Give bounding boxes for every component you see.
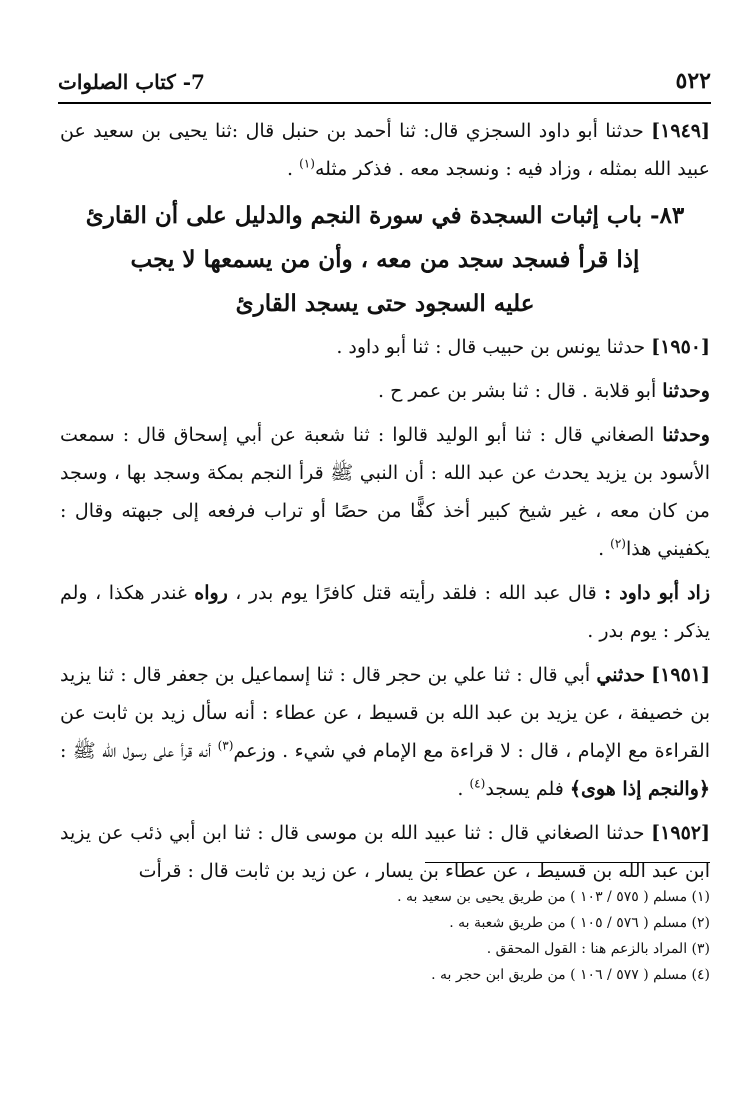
footnote-ref: (٤) [469, 776, 486, 791]
hadith-end: . [598, 538, 611, 560]
hadith-text-2: أنه قرأ على رسول الله ﷺ : [60, 740, 218, 762]
footnote-ref: (٣) [217, 738, 234, 753]
chapter-heading [60, 194, 710, 326]
footnote-3: (٣) المراد بالزعم هنا : القول المحقق . [486, 941, 710, 957]
chapter-title: 7- كتاب الصلوات [58, 70, 205, 94]
chain-lead: وحدثنا [662, 424, 710, 446]
footnote-4: (٤) مسلم ( ٥٧٧ / ١٠٦ ) من طريق ابن حجر به . [431, 967, 710, 983]
footnote-1: (١) مسلم ( ٥٧٥ / ١٠٣ ) من طريق يحيى بن سعيد به . [397, 889, 710, 905]
hadith-text: حدثنا الصغاني قال : ثنا عبيد الله بن موسى قال : ثنا ابن أبي ذئب عن يزيد ابن عبد الله بن قسيط ، عن عطاء بن يسار ، عن زيد بن ثابت قال : قرأت [60, 822, 710, 882]
addition-text: قال عبد الله : فلقد رأيته قتل كافرًا يوم بدر ، [227, 582, 605, 604]
hadith-1949 [60, 112, 710, 188]
hadith-end: . [457, 778, 470, 800]
chain-lead: حدثني [596, 664, 645, 686]
hadith-1950-chain-3 [60, 416, 710, 568]
heading-line: ٨٣- باب إثبات السجدة في سورة النجم والدليل على أن القارئ [85, 202, 685, 229]
page-header [58, 54, 711, 94]
quran-quote: ﴿والنجم إذا هوى﴾ [569, 778, 710, 800]
footnotes [200, 884, 710, 988]
hadith-1951 [60, 656, 710, 808]
page-number: ٥٢٢ [675, 68, 711, 94]
header-rule [58, 102, 711, 104]
chain-lead: وحدثنا [662, 380, 710, 402]
hadith-end: . [287, 158, 300, 180]
addition-lead: زاد أبو داود : [604, 582, 710, 604]
main-text [60, 112, 710, 890]
heading-line: عليه السجود حتى يسجد القارئ [235, 290, 535, 317]
hadith-text: حدثنا أبو داود السجزي قال: ثنا أحمد بن حنبل قال :ثنا يحيى بن سعيد عن عبيد الله بمثله ، وزاد فيه : ونسجد معه . فذكر مثله [60, 120, 710, 180]
chain-text: أبو قلابة . قال : ثنا بشر بن عمر ح . [378, 380, 663, 402]
hadith-1950 [60, 328, 710, 366]
footnote-2: (٢) مسلم ( ٥٧٦ / ١٠٥ ) من طريق شعبة به . [449, 915, 710, 931]
hadith-number: [١٩٥٢] [651, 822, 710, 844]
hadith-number: [١٩٥١] [651, 664, 710, 686]
hadith-number: [١٩٤٩] [651, 120, 710, 142]
hadith-number: [١٩٥٠] [651, 336, 710, 358]
footnote-ref: (٢) [610, 536, 626, 551]
footnote-ref: (١) [299, 156, 315, 171]
hadith-1950-chain-2 [60, 372, 710, 410]
hadith-text: الصغاني قال : ثنا أبو الوليد قالوا : ثنا شعبة عن أبي إسحاق قال : سمعت الأسود بن يزيد يحدث عن عبد الله : أن النبي ﷺ قرأ النجم بمكة وسجد بها ، وسجد من كان معه ، غير شيخ كبير أخذ كفًّا من حصًا أو تراب فرفعه إلى جبهته وقال : يكفيني هذا [60, 424, 710, 560]
hadith-text-3: فلم يسجد [485, 778, 570, 800]
addition-abu-dawud [60, 574, 710, 650]
riwaya-word: رواه [194, 582, 228, 604]
hadith-text: أبي قال : ثنا علي بن حجر قال : ثنا إسماعيل بن جعفر قال : ثنا يزيد بن خصيفة ، عن يزيد بن عبد الله بن قسيط ، عن عطاء : أنه سأل زيد بن ثابت عن القراءة مع الإمام ، قال : لا قراءة مع الإمام في شيء . وزعم [60, 664, 710, 762]
hadith-text: حدثنا يونس بن حبيب قال : ثنا أبو داود . [336, 336, 646, 358]
heading-line: إذا قرأ فسجد سجد من معه ، وأن من يسمعها لا يجب [130, 246, 640, 273]
hadith-1952 [60, 814, 710, 890]
footnote-rule [425, 862, 710, 863]
addition-text-2: غندر هكذا ، ولم يذكر : يوم بدر . [60, 582, 710, 642]
